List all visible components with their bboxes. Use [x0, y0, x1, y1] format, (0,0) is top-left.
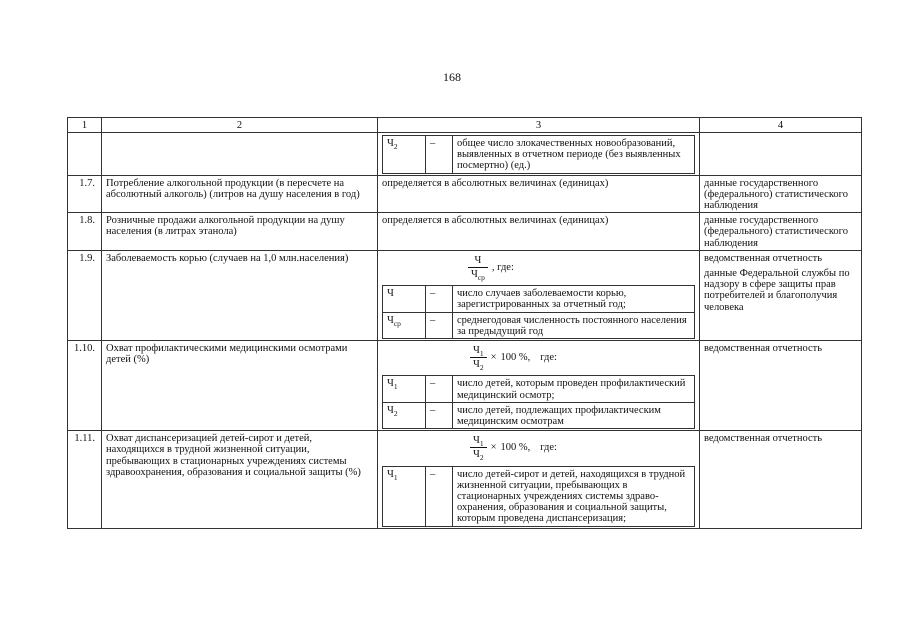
- symbol: $Ч_1$: [383, 466, 426, 526]
- where-label: где:: [540, 442, 557, 454]
- dash: –: [426, 376, 453, 402]
- where-label: где:: [540, 352, 557, 364]
- numerator: $Ч_1$: [470, 345, 487, 358]
- definitions: [382, 135, 695, 174]
- percent-factor: 100 %,: [500, 442, 531, 454]
- formula: [382, 254, 695, 283]
- denominator: $Ч_{ср}$: [471, 269, 485, 283]
- definitions: [382, 285, 695, 339]
- indicator-name: Охват диспансеризацией детей-сирот и детей, находящихся в трудной жизненной ситуации, пребывающих в стационарных учреждениях системы здравоохранения, образования и социальной защиты (%): [102, 431, 378, 528]
- row-number: 1.11.: [68, 431, 102, 528]
- row-number: [68, 133, 102, 176]
- denominator: $Ч_2$: [473, 449, 484, 463]
- page-number: 168: [443, 70, 461, 84]
- numerator: $Ч_1$: [470, 435, 487, 448]
- formula-suffix: , где:: [491, 261, 514, 273]
- indicator-name: Заболеваемость корью (случаев на 1,0 млн.населения): [102, 250, 378, 340]
- data-source: [700, 250, 862, 340]
- definition: [383, 136, 695, 174]
- dash: –: [426, 286, 453, 312]
- source-line: ведомственная отчетность: [704, 252, 823, 264]
- source-line: данные Федеральной службы по надзору в сфере защиты прав потребителей и благополучия человека: [704, 268, 850, 313]
- table-row: [68, 133, 862, 176]
- row-number: 1.7.: [68, 175, 102, 213]
- calculation-method: [378, 341, 700, 431]
- column-header-row: [68, 118, 862, 133]
- row-number: 1.9.: [68, 250, 102, 340]
- numerator: Ч: [468, 255, 488, 268]
- dash: –: [426, 402, 453, 428]
- denominator: $Ч_2$: [473, 359, 484, 373]
- multiply-sign: ×: [490, 442, 497, 454]
- symbol: $Ч_{ср}$: [383, 312, 426, 338]
- column-header-4: 4: [700, 118, 862, 133]
- formula: [382, 435, 695, 463]
- calculation-method: [378, 431, 700, 528]
- definition: [383, 466, 695, 526]
- indicator-name: Охват профилактическими медицинскими осмотрами детей (%): [102, 341, 378, 431]
- column-header-3: 3: [378, 118, 700, 133]
- symbol: Ч: [383, 286, 426, 312]
- definition-text: среднегодовая численность постоянного населения за предыдущий год: [453, 312, 695, 338]
- definition: [383, 402, 695, 428]
- formula: [382, 345, 695, 373]
- definition-text: число детей, подлежащих профилактическим медицинским осмотрам: [453, 402, 695, 428]
- table-row: [68, 250, 862, 340]
- dash: –: [426, 466, 453, 526]
- definition-text: число случаев заболеваемости корью, зарегистрированных за отчетный год;: [453, 286, 695, 312]
- symbol: $Ч_1$: [383, 376, 426, 402]
- definition: [383, 376, 695, 402]
- percent-factor: 100 %,: [500, 352, 531, 364]
- multiply-sign: ×: [490, 352, 497, 364]
- definition: [383, 286, 695, 312]
- symbol: $Ч_2$: [383, 402, 426, 428]
- fraction: [470, 345, 487, 373]
- row-number: 1.10.: [68, 341, 102, 431]
- definition: [383, 312, 695, 338]
- row-number: 1.8.: [68, 213, 102, 251]
- definition-text: число детей, которым проведен профилактический медицинский осмотр;: [453, 376, 695, 402]
- definitions: [382, 466, 695, 527]
- indicator-name: Потребление алкогольной продукции (в пересчете на абсолютный алкоголь) (литров на душу населения в год): [102, 175, 378, 213]
- column-header-1: 1: [68, 118, 102, 133]
- calculation-method: определяется в абсолютных величинах (единицах): [378, 213, 700, 251]
- fraction: [470, 435, 487, 463]
- data-source: ведомственная отчетность: [700, 341, 862, 431]
- data-source: [700, 133, 862, 176]
- indicator-name: [102, 133, 378, 176]
- symbol: $Ч_2$: [383, 136, 426, 174]
- definitions: [382, 375, 695, 429]
- data-source: ведомственная отчетность: [700, 431, 862, 528]
- dash: –: [426, 312, 453, 338]
- fraction: [468, 254, 488, 283]
- column-header-2: 2: [102, 118, 378, 133]
- dash: –: [426, 136, 453, 174]
- table-row: [68, 341, 862, 431]
- data-source: данные государственного (федерального) статистического наблюдения: [700, 175, 862, 213]
- table-row: [68, 431, 862, 528]
- table-row: [68, 213, 862, 251]
- indicator-name: Розничные продажи алкогольной продукции на душу населения (в литрах этанола): [102, 213, 378, 251]
- calculation-method: [378, 133, 700, 176]
- indicators-table: [67, 117, 862, 529]
- definition-text: общее число злокачественных новообразований, выявленных в отчетном периоде (без выявленных посмертно) (ед.): [453, 136, 695, 174]
- definition-text: число детей-сирот и детей, находящихся в трудной жизненной ситуации, пребывающих в стационарных учреждениях системы здраво-охранения, образования и социальной защиты, которым проведена диспансеризация;: [453, 466, 695, 526]
- calculation-method: определяется в абсолютных величинах (единицах): [378, 175, 700, 213]
- table-row: [68, 175, 862, 213]
- data-source: данные государственного (федерального) статистического наблюдения: [700, 213, 862, 251]
- calculation-method: [378, 250, 700, 340]
